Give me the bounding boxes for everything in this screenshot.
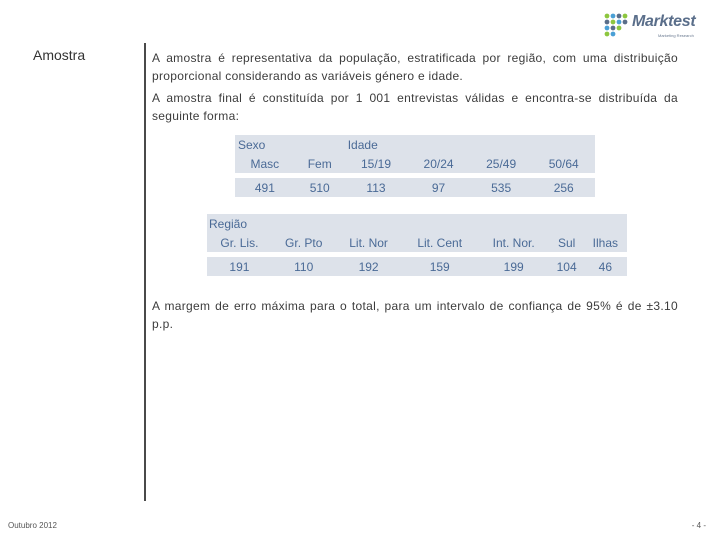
- value-cell: 256: [532, 178, 595, 197]
- value-cell: 46: [584, 257, 627, 276]
- table-row: [207, 257, 627, 276]
- logo-tagline: Marketing Research: [658, 33, 694, 38]
- header-cell: Ilhas: [584, 233, 627, 252]
- header-cell: 50/64: [532, 154, 595, 173]
- value-cell: 199: [478, 257, 550, 276]
- header-cell: 20/24: [407, 154, 470, 173]
- table-header-row: [207, 233, 627, 252]
- logo-dots-icon: [604, 13, 630, 37]
- value-cell: 510: [295, 178, 345, 197]
- header-cell: Lit. Cent: [402, 233, 478, 252]
- header-cell: Gr. Lis.: [207, 233, 272, 252]
- table-regiao: [207, 214, 627, 276]
- section-title: Amostra: [33, 47, 86, 63]
- footer-date: Outubro 2012: [8, 521, 57, 530]
- header-cell: 25/49: [470, 154, 533, 173]
- table-group-row: [207, 214, 627, 233]
- header-cell: Fem: [295, 154, 345, 173]
- header-cell: Masc: [235, 154, 295, 173]
- header-cell: Sul: [550, 233, 584, 252]
- table-row: [235, 178, 595, 197]
- header-cell: Int. Nor.: [478, 233, 550, 252]
- section-divider: [144, 43, 146, 501]
- logo-name: Marktest: [632, 13, 696, 30]
- value-cell: 110: [272, 257, 336, 276]
- intro-paragraph: A amostra é representativa da população, estratificada por região, com uma distribuição proporcional considerando as variáveis género e idade.: [152, 51, 678, 83]
- value-cell: 113: [345, 178, 408, 197]
- marktest-logo: [604, 13, 704, 39]
- table-header-row: [235, 154, 595, 173]
- value-cell: 97: [407, 178, 470, 197]
- group-regiao: Região: [207, 214, 627, 233]
- table-group-row: [235, 135, 595, 154]
- value-cell: 192: [336, 257, 402, 276]
- header-cell: 15/19: [345, 154, 408, 173]
- value-cell: 191: [207, 257, 272, 276]
- value-cell: 159: [402, 257, 478, 276]
- error-margin-paragraph: A margem de erro máxima para o total, para um intervalo de confiança de 95% é de ±3.10 p.p.: [152, 299, 678, 331]
- group-idade: Idade: [345, 135, 595, 154]
- table-sexo-idade: [235, 135, 595, 197]
- value-cell: 535: [470, 178, 533, 197]
- group-sexo: Sexo: [235, 135, 345, 154]
- header-cell: Gr. Pto: [272, 233, 336, 252]
- value-cell: 491: [235, 178, 295, 197]
- header-cell: Lit. Nor: [336, 233, 402, 252]
- sample-paragraph: A amostra final é constituída por 1 001 entrevistas válidas e encontra-se distribuída da seguinte forma:: [152, 91, 678, 123]
- value-cell: 104: [550, 257, 584, 276]
- page-number: - 4 -: [691, 521, 706, 530]
